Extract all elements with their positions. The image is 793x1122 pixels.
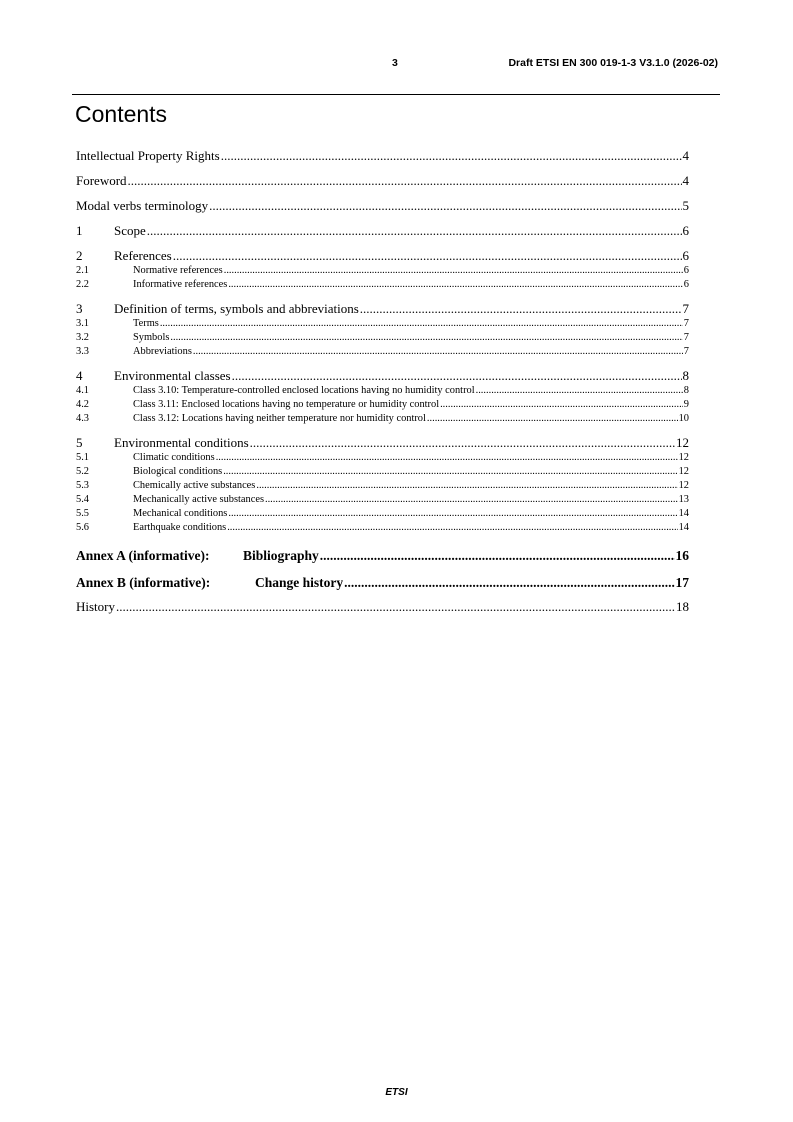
toc-entry[interactable]: [76, 247, 689, 264]
toc-entry-text: Class 3.11: Enclosed locations having no temperature or humidity control: [133, 399, 440, 410]
toc-page-number: 10: [678, 413, 689, 424]
leader-dots: [224, 264, 683, 278]
toc-page-number: 8: [682, 368, 689, 383]
toc-entry-text: Informative references: [133, 279, 228, 290]
toc-entry-text: Mechanically active substances: [133, 494, 264, 505]
toc-subentry[interactable]: [76, 479, 689, 493]
toc-page-number: 13: [678, 494, 689, 505]
toc-section-number: 4.1: [76, 385, 89, 396]
toc-entry[interactable]: [76, 147, 689, 164]
page-number: 3: [392, 57, 398, 69]
leader-dots: [440, 398, 683, 412]
toc-entry-text: Intellectual Property Rights: [76, 148, 220, 163]
toc-section-number: 5.1: [76, 452, 89, 463]
toc-entry-text: Terms: [133, 318, 159, 329]
toc-subentry[interactable]: [76, 451, 689, 465]
toc-section-number: 4: [76, 368, 83, 383]
toc-entry-text: Scope: [114, 223, 146, 238]
leader-dots: [170, 331, 682, 345]
toc-entry[interactable]: [76, 598, 689, 615]
toc-page-number: 7: [683, 318, 689, 329]
toc-entry-text: Chemically active substances: [133, 480, 256, 491]
leader-dots: [320, 547, 675, 565]
toc-page-number: 6: [683, 279, 689, 290]
toc-page-number: 6: [682, 248, 689, 263]
toc-subentry[interactable]: [76, 507, 689, 521]
toc-entry-text: Definition of terms, symbols and abbreviations: [114, 301, 359, 316]
toc-section-number: 3.2: [76, 332, 89, 343]
toc-page-number: 7: [683, 346, 689, 357]
annex-label: Annex A (informative):: [76, 548, 210, 563]
toc-entry-text: Mechanical conditions: [133, 508, 228, 519]
toc-page-number: 16: [675, 548, 689, 563]
toc-page-number: 5: [682, 198, 689, 213]
toc-subentry[interactable]: [76, 465, 689, 479]
toc-page-number: 8: [683, 385, 689, 396]
toc-entry-text: Normative references: [133, 265, 223, 276]
toc-section-number: 3.3: [76, 346, 89, 357]
toc-page-number: 14: [678, 508, 689, 519]
toc-entry-text: References: [114, 248, 172, 263]
leader-dots: [160, 317, 683, 331]
toc-entry-text: Biological conditions: [133, 466, 223, 477]
header-rule: [72, 94, 720, 95]
toc-section-number: 5: [76, 435, 83, 450]
page-title: Contents: [75, 101, 168, 127]
toc-entry-text: Environmental classes: [114, 368, 231, 383]
leader-dots: [193, 345, 683, 359]
toc-page-number: 6: [683, 265, 689, 276]
toc-section-number: 5.3: [76, 480, 89, 491]
toc-annex-entry[interactable]: [76, 574, 689, 592]
leader-dots: [147, 222, 682, 239]
leader-dots: [250, 434, 675, 451]
toc-entry[interactable]: [76, 434, 689, 451]
toc-entry-text: History: [76, 599, 115, 614]
leader-dots: [427, 412, 678, 426]
toc-subentry[interactable]: [76, 317, 689, 331]
toc-annex-entry[interactable]: [76, 547, 689, 565]
toc-entry-text: Abbreviations: [133, 346, 192, 357]
toc-subentry[interactable]: [76, 331, 689, 345]
leader-dots: [228, 507, 677, 521]
toc-section-number: 5.5: [76, 508, 89, 519]
toc-subentry[interactable]: [76, 264, 689, 278]
leader-dots: [216, 451, 678, 465]
toc-entry[interactable]: [76, 300, 689, 317]
toc-section-number: 4.3: [76, 413, 89, 424]
toc-entry[interactable]: [76, 367, 689, 384]
toc-page-number: 12: [678, 452, 689, 463]
toc-page-number: 18: [676, 599, 689, 614]
page-header: [0, 57, 793, 73]
leader-dots: [228, 278, 682, 292]
toc-section-number: 2.2: [76, 279, 89, 290]
toc-subentry[interactable]: [76, 412, 689, 426]
toc-entry[interactable]: [76, 197, 689, 214]
toc-section-number: 3.1: [76, 318, 89, 329]
toc-entry-text: Symbols: [133, 332, 170, 343]
toc-page-number: 12: [678, 480, 689, 491]
toc-section-number: 4.2: [76, 399, 89, 410]
leader-dots: [232, 367, 682, 384]
toc-page-number: 6: [682, 223, 689, 238]
toc-page-number: 4: [682, 173, 689, 188]
toc-section-number: 2.1: [76, 265, 89, 276]
toc-entry-text: Modal verbs terminology: [76, 198, 209, 213]
toc-entry[interactable]: [76, 222, 689, 239]
toc-section-number: 2: [76, 248, 83, 263]
leader-dots: [209, 197, 681, 214]
toc-entry[interactable]: [76, 172, 689, 189]
toc-subentry[interactable]: [76, 521, 689, 535]
leader-dots: [360, 300, 682, 317]
leader-dots: [227, 521, 677, 535]
leader-dots: [221, 147, 682, 164]
toc-subentry[interactable]: [76, 398, 689, 412]
toc-entry-text: Climatic conditions: [133, 452, 215, 463]
toc-entry-text: Class 3.10: Temperature-controlled enclosed locations having no humidity control: [133, 385, 475, 396]
page-footer: ETSI: [385, 1087, 408, 1098]
toc-subentry[interactable]: [76, 384, 689, 398]
toc-page-number: 7: [682, 301, 689, 316]
toc-subentry[interactable]: [76, 345, 689, 359]
toc-entry-text: Change history: [255, 575, 344, 590]
toc-entry-text: Class 3.12: Locations having neither temperature nor humidity control: [133, 413, 426, 424]
leader-dots: [116, 598, 675, 615]
toc-entry-text: Earthquake conditions: [133, 522, 227, 533]
toc-section-number: 3: [76, 301, 83, 316]
document-id: Draft ETSI EN 300 019-1-3 V3.1.0 (2026-02): [508, 57, 718, 69]
leader-dots: [344, 574, 674, 592]
toc-page-number: 9: [683, 399, 689, 410]
toc-section-number: 5.4: [76, 494, 89, 505]
toc-section-number: 5.2: [76, 466, 89, 477]
leader-dots: [265, 493, 678, 507]
toc-page-number: 14: [678, 522, 689, 533]
toc-page-number: 17: [675, 575, 689, 590]
toc-section-number: 1: [76, 223, 83, 238]
toc-section-number: 5.6: [76, 522, 89, 533]
table-of-contents: [76, 147, 689, 615]
leader-dots: [173, 247, 682, 264]
toc-entry-text: Bibliography: [243, 548, 319, 563]
leader-dots: [476, 384, 683, 398]
toc-subentry[interactable]: [76, 278, 689, 292]
toc-page-number: 7: [683, 332, 689, 343]
toc-page-number: 12: [678, 466, 689, 477]
leader-dots: [128, 172, 682, 189]
toc-page-number: 12: [676, 435, 689, 450]
toc-entry-text: Foreword: [76, 173, 127, 188]
toc-entry-text: Environmental conditions: [114, 435, 249, 450]
toc-page-number: 4: [682, 148, 689, 163]
annex-label: Annex B (informative):: [76, 575, 211, 590]
leader-dots: [223, 465, 677, 479]
leader-dots: [256, 479, 677, 493]
toc-subentry[interactable]: [76, 493, 689, 507]
